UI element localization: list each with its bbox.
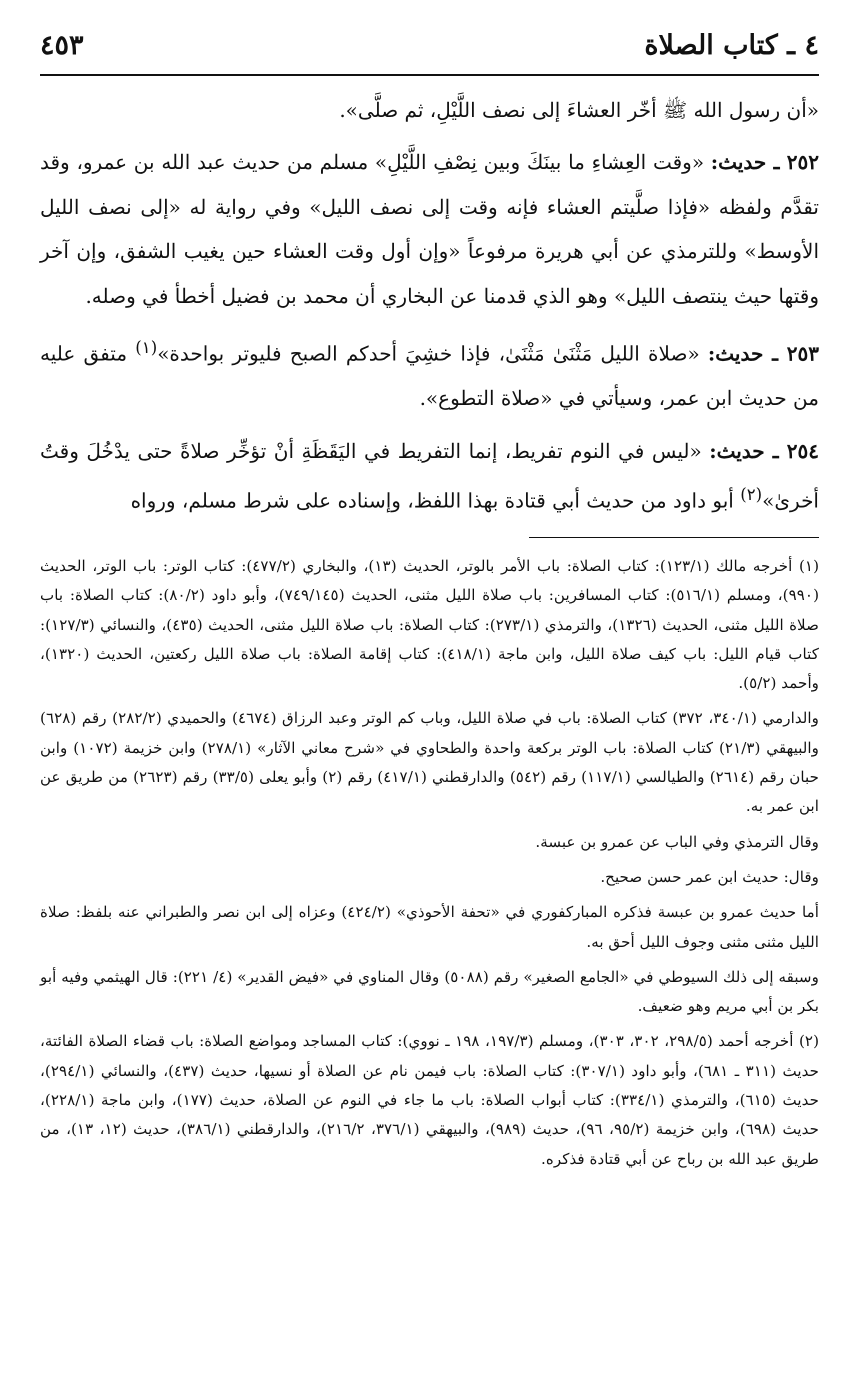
- footnote-separator: [529, 537, 819, 538]
- footnote-1-tirmidhi: وقال الترمذي وفي الباب عن عمرو بن عبسة.: [535, 832, 819, 851]
- hadith-text: «صلاة الليل مَثْنَىٰ مَثْنَىٰ، فإذا خشِيَ أحدكم الصبح فليوتر بواحدة»: [157, 341, 708, 366]
- hadith-number: ٢٥٤ ـ حديث:: [709, 438, 819, 463]
- footnotes: [40, 552, 819, 1174]
- footnote-1-continued: والدارمي (٣٤٠/١، ٣٧٢) كتاب الصلاة: باب في صلاة الليل، وباب كم الوتر وعبد الرزاق (٤٦٧٤) والحميدي (٢٨٢/٢) رقم (٦٢٨) والبيهقي (٢١/٣) كتاب الصلاة: باب الوتر بركعة واحدة والطحاوي في «شرح معاني الآثار» (٢٧٨/١) وابن خزيمة (١٠٧٢) وابن حبان رقم (٢٦١٤) والطيالسي (١١٧/١) رقم (٥٤٢) والدارقطني (٤١٧/١) رقم (٢) وأبو يعلى (٣٣/٥) رقم (٢٦٢٣) من طريق عن ابن عمر به.: [40, 709, 819, 816]
- footnote-1-suyuti: وسبقه إلى ذلك السيوطي في «الجامع الصغير» رقم (٥٠٨٨) وقال المناوي في «فيض القدير» (٤/ ٢٢١): قال الهيثمي وفيه أبو بكر بن أبي مريم وهو ضعيف.: [40, 967, 819, 1016]
- hadith-text: «وقت العِشاءِ ما بينَكَ وبين نِصْفِ اللَّيْلِ» مسلم من حديث عبد الله بن عمرو، وقد تقدَّم ولفظه «فإذا صلَّيتم العشاء فإنه وقت إلى نصف الليل» وفي رواية له «إلى نصف الليل الأوسط» وللترمذي عن أبي هريرة مرفوعاً «وإن أول وقت العشاء حين يغيب الشفق، وإن آخر وقتها حيث ينتصف الليل» وهو الذي قدمنا عن البخاري أن محمد بن فضيل أخطأ في وصله.: [40, 150, 819, 308]
- page-number: ٤٥٣: [40, 30, 84, 61]
- header-rule: [40, 74, 819, 76]
- footnote-1: (١) أخرجه مالك (١٢٣/١): كتاب الصلاة: باب الأمر بالوتر، الحديث (١٣)، والبخاري (٤٧٧/٢): كتاب الوتر: باب الوتر، الحديث (٩٩٠)، ومسلم (٥١٦/١): كتاب المسافرين: باب صلاة الليل مثنى، الحديث (٧٤٩/١٤٥)، وأبو داود (٨٠/٢): كتاب الصلاة: باب صلاة الليل مثنى، الحديث (١٣٢٦)، والترمذي (٢٧٣/١): كتاب الصلاة: باب صلاة الليل مثنى، الحديث (٤٣٥)، والنسائي (١٢٧/٣): كتاب قيام الليل: باب كيف صلاة الليل، وابن ماجة (٤١٨/١): كتاب إقامة الصلاة: باب صلاة الليل ركعتين، الحديث (١٣٢٠)، وأحمد (٥/٢).: [40, 556, 820, 693]
- footnote-1-amr-ibn-abasa: أما حديث عمرو بن عبسة فذكره المباركفوري في «تحفة الأحوذي» (٤٢٤/٢) وعزاه إلى ابن نصر والطبراني عنه بلفظ: صلاة الليل مثنى مثنى وجوف الليل أحق به.: [40, 903, 820, 951]
- page-header: [40, 30, 819, 70]
- footnote-ref-1[interactable]: (١): [135, 338, 158, 358]
- hadith-254: [40, 429, 819, 523]
- book-page: [40, 30, 819, 1174]
- running-title: ٤ ـ كتاب الصلاة: [644, 30, 819, 61]
- footnote-2: (٢) أخرجه أحمد (٢٩٨/٥، ٣٠٢، ٣٠٣)، ومسلم (١٩٧/٣، ١٩٨ ـ نووي): كتاب المساجد ومواضع الصلاة: باب قضاء الصلاة الفائتة، حديث (٣١١ ـ ٦٨١)، وأبو داود (٣٠٧/١): كتاب الصلاة: باب فيمن نام عن الصلاة أو نسيها، حديث (٤٣٧)، والنسائي (٢٩٤/١)، حديث (٦١٥)، والترمذي (٣٣٤/١): كتاب أبواب الصلاة: باب ما جاء في النوم عن الصلاة، حديث (١٧٧)، وابن ماجة (٢٢٨/١)، حديث (٦٩٨)، وابن خزيمة (٩٥/٢، ٩٦)، حديث (٩٨٩)، والبيهقي (٣٧٦/١، ٢١٦/٢)، والدارقطني (٣٨٦/١)، حديث (١٢، ١٣)، من طريق عبد الله بن رباح عن أبي قتادة فذكره.: [40, 1032, 819, 1168]
- hadith-253: [40, 326, 819, 420]
- hadith-commentary: متفق عليه من حديث ابن عمر، وسيأتي في «صلاة التطوع».: [40, 341, 819, 411]
- footnote-1-grading: وقال: حديث ابن عمر حسن صحيح.: [600, 867, 819, 886]
- paragraph-continuation: «أن رسول الله ﷺ أخّر العشاءَ إلى نصف اللَّيْلِ، ثم صلَّى».: [339, 98, 819, 122]
- hadith-252: [40, 140, 819, 318]
- main-text: [40, 88, 819, 523]
- hadith-number: ٢٥٣ ـ حديث:: [707, 341, 820, 366]
- footnote-ref-2[interactable]: (٢): [740, 484, 763, 504]
- hadith-commentary: أبو داود من حديث أبي قتادة بهذا اللفظ، وإسناده على شرط مسلم، ورواه: [130, 488, 741, 513]
- hadith-number: ٢٥٢ ـ حديث:: [710, 150, 819, 175]
- hadith-text: «ليس في النوم تفريط، إنما التفريط في اليَقَظَةِ أنْ تؤخِّر صلاةً حتى يدْخُلَ وقتُ أخرىٰ»: [40, 438, 819, 513]
